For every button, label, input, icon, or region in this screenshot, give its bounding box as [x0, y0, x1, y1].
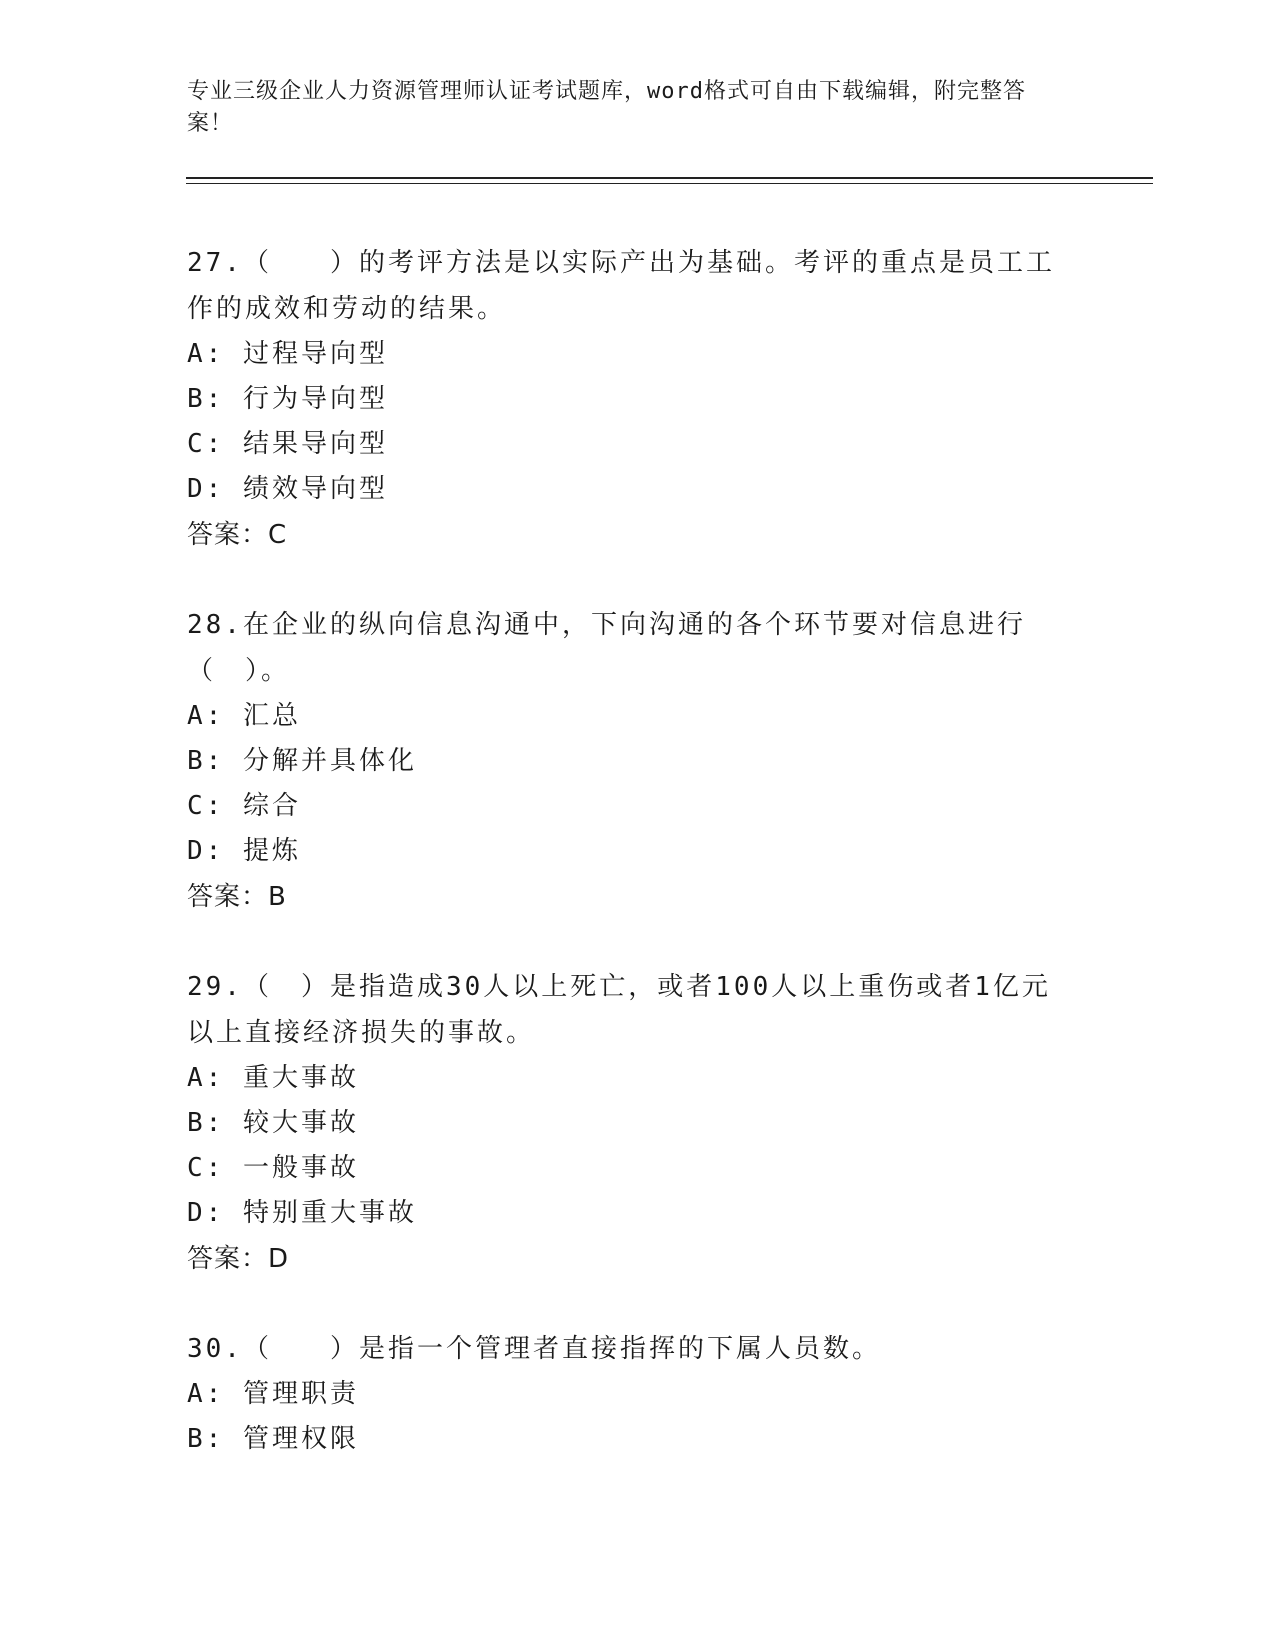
option-a: A: 过程导向型: [187, 339, 388, 369]
question-stem: 30.（ ）是指一个管理者直接指挥的下属人员数。: [187, 1334, 881, 1364]
option-c: C: 一般事故: [187, 1153, 359, 1183]
option-a: A: 重大事故: [187, 1063, 359, 1093]
answer-line: 答案：B: [187, 882, 287, 912]
header-divider-thin: [186, 183, 1153, 184]
question-28: [187, 598, 1067, 920]
question-stem: 27.（ ）的考评方法是以实际产出为基础。考评的重点是员工工作的成效和劳动的结果。: [187, 248, 1055, 324]
option-d: D: 特别重大事故: [187, 1198, 417, 1228]
option-b: B: 较大事故: [187, 1108, 359, 1138]
header-divider: [186, 177, 1153, 179]
question-27: [187, 236, 1067, 558]
option-d: D: 绩效导向型: [187, 474, 388, 504]
option-d: D: 提炼: [187, 836, 301, 866]
option-c: C: 综合: [187, 791, 301, 821]
answer-line: 答案：D: [187, 1244, 290, 1274]
question-29: [187, 960, 1067, 1282]
option-c: C: 结果导向型: [187, 429, 388, 459]
question-30: [187, 1322, 1067, 1462]
answer-line: 答案：C: [187, 520, 288, 550]
option-b: B: 分解并具体化: [187, 746, 417, 776]
option-a: A: 管理职责: [187, 1379, 359, 1409]
question-stem: 29.（ ）是指造成30人以上死亡，或者100人以上重伤或者1亿元以上直接经济损失的事故。: [187, 972, 1051, 1048]
option-a: A: 汇总: [187, 701, 301, 731]
question-stem: 28.在企业的纵向信息沟通中，下向沟通的各个环节要对信息进行（ ）。: [187, 610, 1026, 686]
option-b: B: 行为导向型: [187, 384, 388, 414]
question-list: [187, 236, 1067, 1502]
document-header: 专业三级企业人力资源管理师认证考试题库，word格式可自由下载编辑，附完整答案！: [187, 79, 1026, 136]
option-b: B: 管理权限: [187, 1424, 359, 1454]
